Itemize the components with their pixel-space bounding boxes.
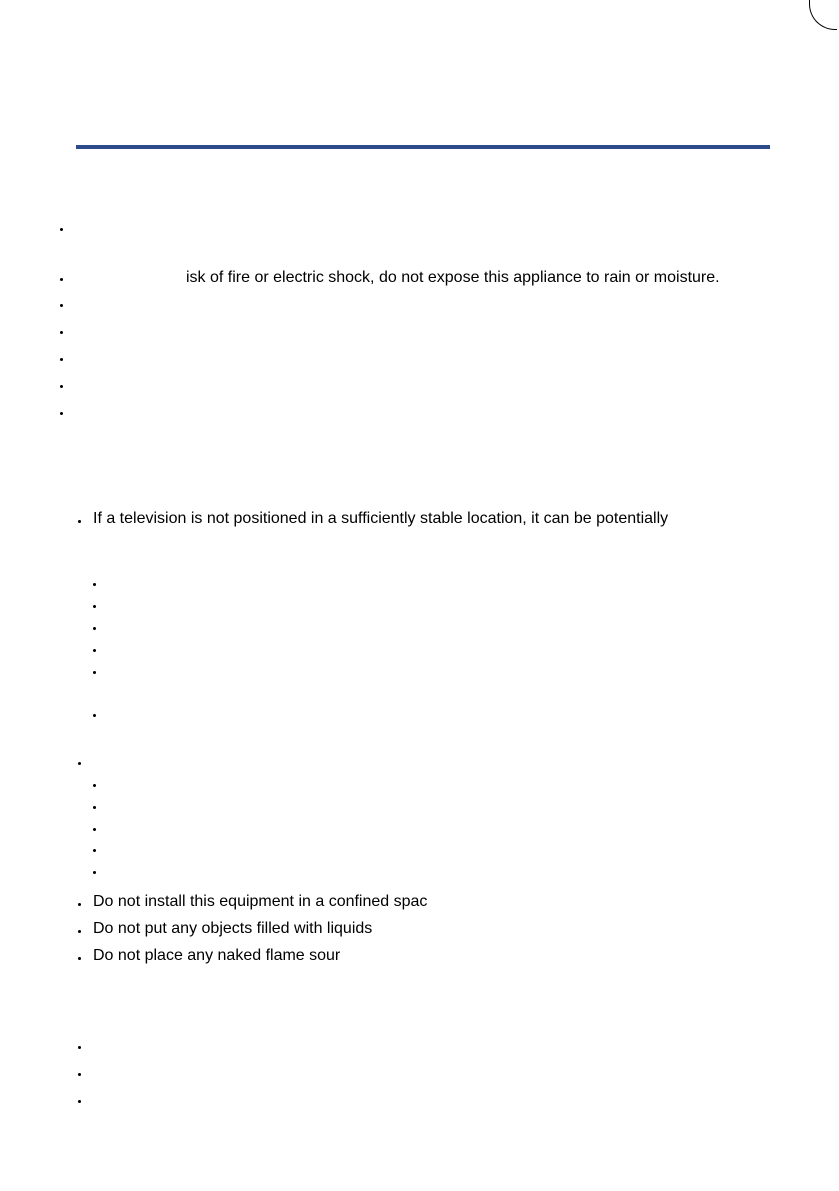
sub-bullet	[93, 871, 96, 874]
bullet	[78, 930, 81, 933]
sub-bullet	[93, 605, 96, 608]
bullet	[78, 1100, 81, 1103]
list-item-text: isk of fire or electric shock, do not expose this appliance to rain or moisture.	[186, 269, 720, 286]
bullet	[60, 278, 63, 281]
list-item-text: Do not install this equipment in a confined spac	[93, 893, 428, 910]
bullet	[78, 903, 81, 906]
sub-bullet	[93, 583, 96, 586]
sub-bullet	[93, 784, 96, 787]
bullet	[78, 957, 81, 960]
sub-bullet	[93, 627, 96, 630]
bullet	[60, 304, 63, 307]
bullet	[78, 520, 81, 523]
list-item-text: Do not place any naked flame sour	[93, 947, 341, 964]
sub-bullet	[93, 849, 96, 852]
bullet	[78, 1046, 81, 1049]
list-item-text: Do not put any objects filled with liquids	[93, 920, 373, 937]
sub-bullet	[93, 806, 96, 809]
bullet	[60, 412, 63, 415]
sub-bullet	[93, 649, 96, 652]
sub-bullet	[93, 828, 96, 831]
header-rule	[76, 145, 770, 149]
bullet	[60, 385, 63, 388]
sub-bullet	[93, 714, 96, 717]
page-corner-mark	[809, 0, 837, 30]
list-item-text: If a television is not positioned in a sufficiently stable location, it can be potentially	[93, 510, 669, 527]
bullet	[60, 228, 63, 231]
bullet	[60, 331, 63, 334]
sub-bullet	[93, 671, 96, 674]
bullet	[78, 762, 81, 765]
bullet	[78, 1073, 81, 1076]
bullet	[60, 358, 63, 361]
